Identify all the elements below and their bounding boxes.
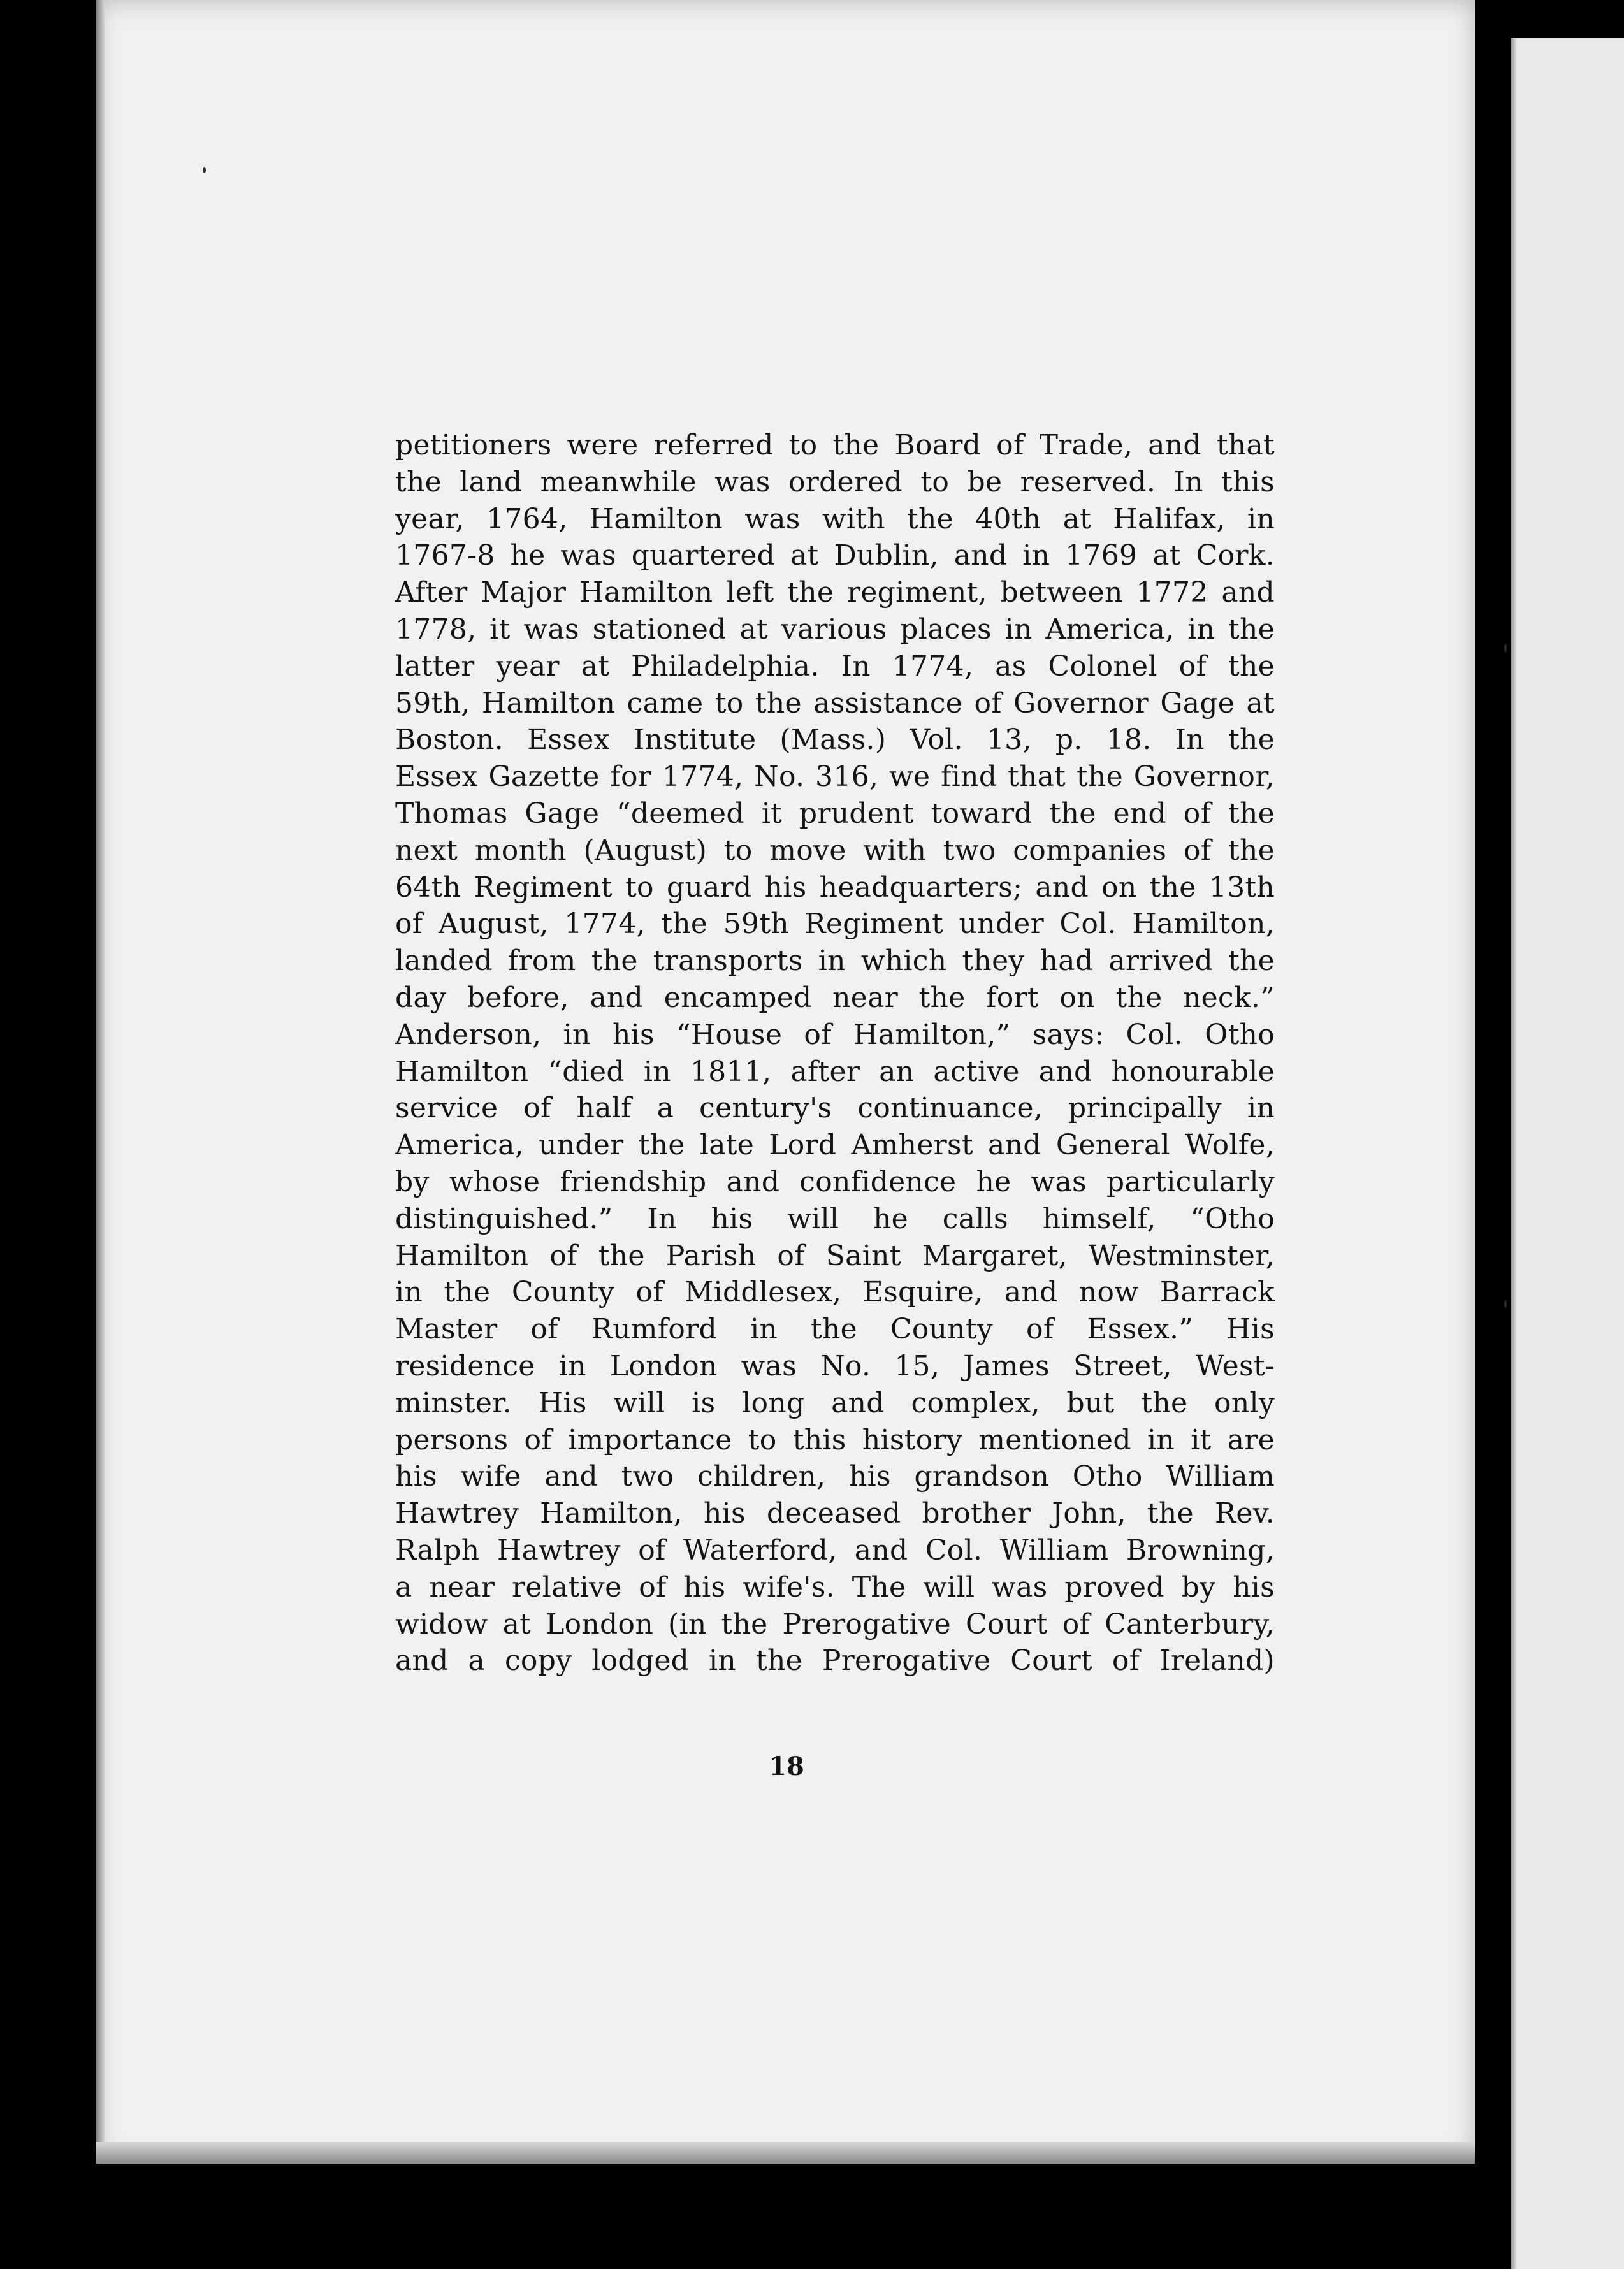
text-line: After Major Hamilton left the regiment, between 1772 and	[395, 576, 1275, 609]
text-line: Hamilton “died in 1811, after an active and honourable	[395, 1055, 1275, 1088]
text-line: day before, and encamped near the fort on the neck.”	[395, 981, 1275, 1014]
text-line: and a copy lodged in the Prerogative Court of Ireland)	[395, 1644, 1275, 1678]
text-line: 64th Regiment to guard his headquarters; and on the 13th	[395, 871, 1275, 904]
text-line: Essex Gazette for 1774, No. 316, we find that the Governor,	[395, 760, 1275, 794]
text-line: minster. His will is long and complex, but the only	[395, 1386, 1275, 1419]
text-line: America, under the late Lord Amherst and General Wolfe,	[395, 1129, 1275, 1162]
text-line: his wife and two children, his grandson Otho William	[395, 1460, 1275, 1493]
page-number-row	[0, 1751, 1624, 1781]
page-left-edge	[96, 0, 105, 2164]
text-line: distinguished.” In his will he calls himself, “Otho	[395, 1202, 1275, 1235]
text-line: residence in London was No. 15, James Street, West-	[395, 1349, 1275, 1382]
gutter-shadow	[1475, 0, 1511, 2269]
page-bottom-edge	[96, 2142, 1475, 2164]
facing-page-edge	[1511, 38, 1517, 2269]
dust-speck	[1504, 644, 1507, 653]
text-line: a near relative of his wife's. The will was proved by his	[395, 1570, 1275, 1604]
text-line: the land meanwhile was ordered to be reserved. In this	[395, 465, 1275, 498]
text-line: 1767-8 he was quartered at Dublin, and in 1769 at Cork.	[395, 539, 1275, 572]
text-line: petitioners were referred to the Board of Trade, and that	[395, 429, 1275, 461]
text-line: widow at London (in the Prerogative Court of Canterbury,	[395, 1607, 1275, 1641]
text-line: Ralph Hawtrey of Waterford, and Col. William Browning,	[395, 1533, 1275, 1567]
dust-speck	[1504, 1300, 1507, 1308]
text-line: persons of importance to this history mentioned in it are	[395, 1423, 1275, 1456]
text-line: Hamilton of the Parish of Saint Margaret, Westminster,	[395, 1239, 1275, 1272]
text-line: year, 1764, Hamilton was with the 40th at Halifax, in	[395, 502, 1275, 535]
text-line: Thomas Gage “deemed it prudent toward the end of the	[395, 797, 1275, 830]
text-line: latter year at Philadelphia. In 1774, as Colonel of the	[395, 649, 1275, 683]
body-text	[395, 427, 1275, 1679]
text-line: Boston. Essex Institute (Mass.) Vol. 13, p. 18. In the	[395, 723, 1275, 757]
text-line: by whose friendship and confidence he was particularly	[395, 1165, 1275, 1198]
text-line: next month (August) to move with two companies of the	[395, 834, 1275, 867]
text-line: Anderson, in his “House of Hamilton,” says: Col. Otho	[395, 1018, 1275, 1051]
text-line: 59th, Hamilton came to the assistance of Governor Gage at	[395, 686, 1275, 720]
text-line: service of half a century's continuance, principally in	[395, 1092, 1275, 1125]
text-line: landed from the transports in which they had arrived the	[395, 945, 1275, 978]
text-line: 1778, it was stationed at various places in America, in the	[395, 613, 1275, 646]
text-line: of August, 1774, the 59th Regiment under Col. Hamilton,	[395, 908, 1275, 941]
text-line: Hawtrey Hamilton, his deceased brother John, the Rev.	[395, 1497, 1275, 1530]
dust-speck	[203, 167, 206, 173]
facing-page-strip	[1511, 38, 1624, 2269]
text-line: Master of Rumford in the County of Essex.” His	[395, 1313, 1275, 1346]
page-number: 18	[769, 1751, 804, 1781]
text-line: in the County of Middlesex, Esquire, and now Barrack	[395, 1276, 1275, 1309]
